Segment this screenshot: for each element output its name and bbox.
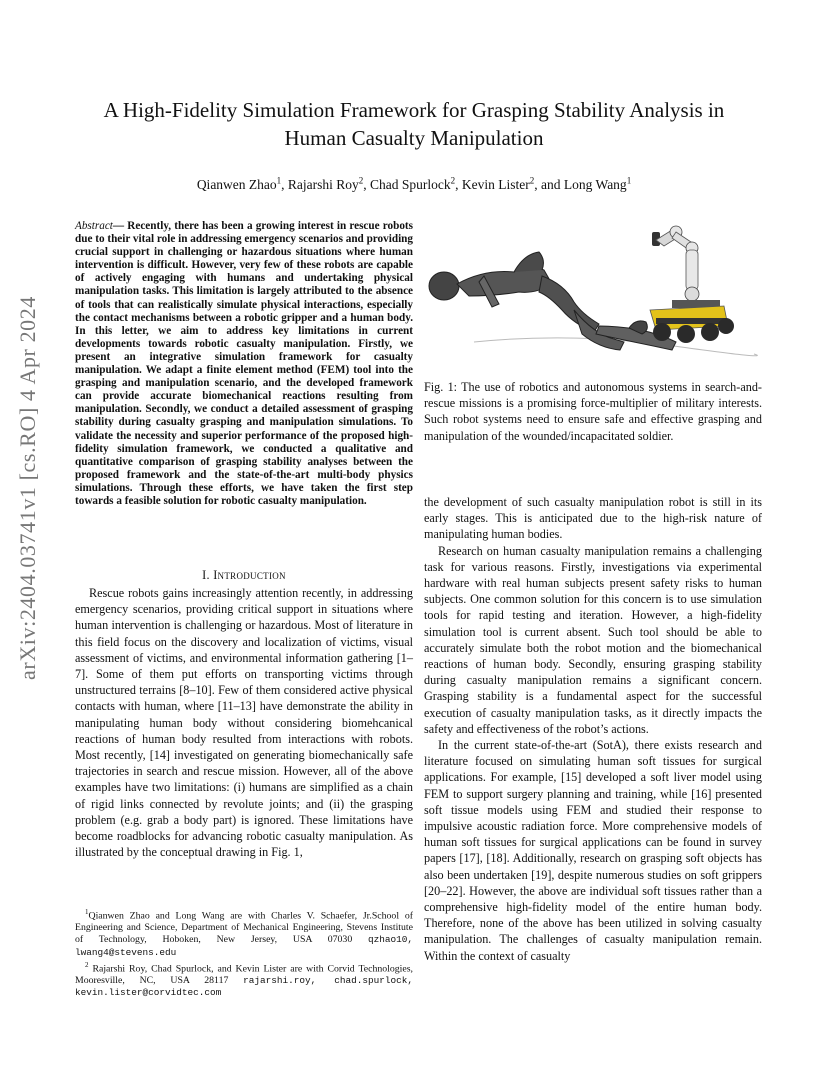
right-body — [424, 494, 762, 964]
footnote-2: $^2$ Rajarshi Roy, Chad Spurlock, and Kevin Lister are with Corvid Technologies, Mooresville, NC, USA 28117 rajarshi.roy, chad.spurlock, kevin.lister@corvidtec.com — [75, 960, 414, 999]
right-paragraph-3: In the current state-of-the-art (SotA), there exists research and literature focused on simulating human soft tissues for surgical applications. For example, [15] developed a soft liver model using FEM to support surgery planning and training, while [16] presented soft tissue models using FEM and studied their response to impulsive acoustic radiation force. More comprehensive models of human soft tissues for surgical applications can be found in survey papers [17], [18]. Additionally, research on grasping soft objects has also been undertaken [19], despite numerous studies on soft grippers [20–22]. However, the above are individual soft tissues rather than a comprehensive high-fidelity model of the entire human body. Therefore, none of the above has been utilized in solving casualty manipulation. The challenges of casualty manipulation remain. Within the context of casualty — [424, 738, 762, 963]
abstract-dash: — — [112, 220, 128, 232]
figure-1 — [424, 214, 762, 374]
title-line-1: A High-Fidelity Simulation Framework for Grasping Stability Analysis in — [103, 98, 725, 122]
right-paragraph-2: Research on human casualty manipulation remains a challenging task for various reasons. Firstly, investigations via experimental hardware with real human subjects present safety risks to human subjects. One common solution for this concern is to use simulation tools for rapid testing and iteration. However, a high-fidelity simulation tool is current absent. Such tool should be able to accurately simulate both the robot motion and the biomechanical reactions of human body. Secondly, ensuring grasping stability during casualty manipulation remains a significant concern. Grasping stability is a fundamental aspect for the successful execution of casualty manipulation tasks, as it directly impacts the safety and effectiveness of the robot’s actions. — [424, 543, 762, 736]
intro-paragraph: Rescue robots gains increasingly attention recently, in addressing emergency scenarios, providing critical support in situations where human intervention is challenging or hazardous. Most of literature in this field focus on the discovery and localization of victims, visual assessment of victims, and environmental information gathering [1–7]. Some of them put efforts on transporting victims through unstructured terrains [8–10]. Few of them considered active physical contacts with human, where [11–13] have demonstrate the ability in manipulating human body without considering biomehcanical reactions of human body resulted from interactions with robots. Most recently, [14] investigated on generating biomechanically safe trajectories in search and rescue mission. However, all of the above examples have two limitations: (i) humans are simplified as a chain of rigid links connected by revolute joints; and (ii) the grasping problem (e.g. grab a body part) is ignored. These limitations have become roadblocks for advancing robotic casualty manipulation. As illustrated by the conceptual drawing in Fig. 1, — [75, 586, 413, 860]
section-heading: I. Introduction — [202, 568, 286, 582]
author-list — [60, 171, 768, 194]
footnote-1-emails: qzhao10, lwang4@stevens.edu — [75, 934, 414, 958]
figure-1-drawing — [424, 214, 762, 374]
robot-arm — [652, 226, 699, 301]
author: Long Wang$^1$ — [563, 175, 632, 192]
intro-body — [75, 585, 413, 860]
right-paragraph-1: the development of such casualty manipulation robot is still in its early stages. This is anticipated due to the high-risk nature of manipulating human bodies. — [424, 495, 762, 542]
figure-1-caption: Fig. 1: The use of robotics and autonomous systems in search-and-rescue missions is a promising force-multiplier of military interests. Such robot systems need to ensure safe and effective grasping and manipulation of the wounded/incapacitated soldier. — [424, 380, 762, 443]
mobile-base — [650, 300, 734, 343]
abstract — [75, 220, 413, 508]
footnotes — [75, 906, 413, 999]
footnote-1: $^1$Qianwen Zhao and Long Wang are with Charles V. Schaefer, Jr.School of Engineering and Science, Department of Mechanical Engineering, Stevens Institute of Technology, Hoboken, New Jersey, USA 07030 qzhao10, lwang4@stevens.edu — [75, 908, 414, 958]
arxiv-stamp — [8, 288, 48, 688]
abstract-text: Recently, there has been a growing interest in rescue robots due to their vital role in addressing emergency scenarios and providing crucial support in challenging or hazardous situations where human intervention is difficult. However, very few of these robots are capable of actively engaging with humans and undertaking physical manipulation tasks. This limitation is largely attributed to the absence of tools that can realistically simulate physical interactions, especially the contact mechanisms between a robotic gripper and a human body. In this letter, we aim to address key limitations in current developments towards robotic casualty manipulation. Firstly, we present an integrative simulation framework for casualty manipulation. We adapt a finite element method (FEM) tool into the grasping and manipulation scenario, and the developed framework can provide accurate biomechanical reactions resulting from manipulation. Secondly, we conduct a detailed assessment of grasping stability during casualty grasping and manipulation simulations. To validate the necessity and superior performance of the proposed high-fidelity simulation framework, we conducted a qualitative and quantitative comparison of grasping stability analyses between the proposed framework and the state-of-the-art multi-body physics simulations. Through these efforts, we have taken the first step towards a feasible solution for robotic casualty manipulation. — [75, 220, 413, 507]
soldier-sketch — [429, 252, 676, 350]
author: Kevin Lister$^2$, and — [461, 175, 564, 192]
arxiv-id: arXiv:2404.03741v1 [cs.RO] 4 Apr 2024 — [15, 296, 40, 680]
title-line-2: Human Casualty Manipulation — [284, 126, 544, 150]
abstract-lead: Abstract — [75, 220, 113, 232]
author: Qianwen Zhao$^1$, — [196, 175, 288, 192]
footnote-2-emails: rajarshi.roy, chad.spurlock, kevin.lister@corvidtec.com — [75, 975, 414, 999]
paper-title — [60, 96, 768, 152]
author: Chad Spurlock$^2$, — [370, 175, 462, 192]
author: Rajarshi Roy$^2$, — [287, 175, 371, 192]
